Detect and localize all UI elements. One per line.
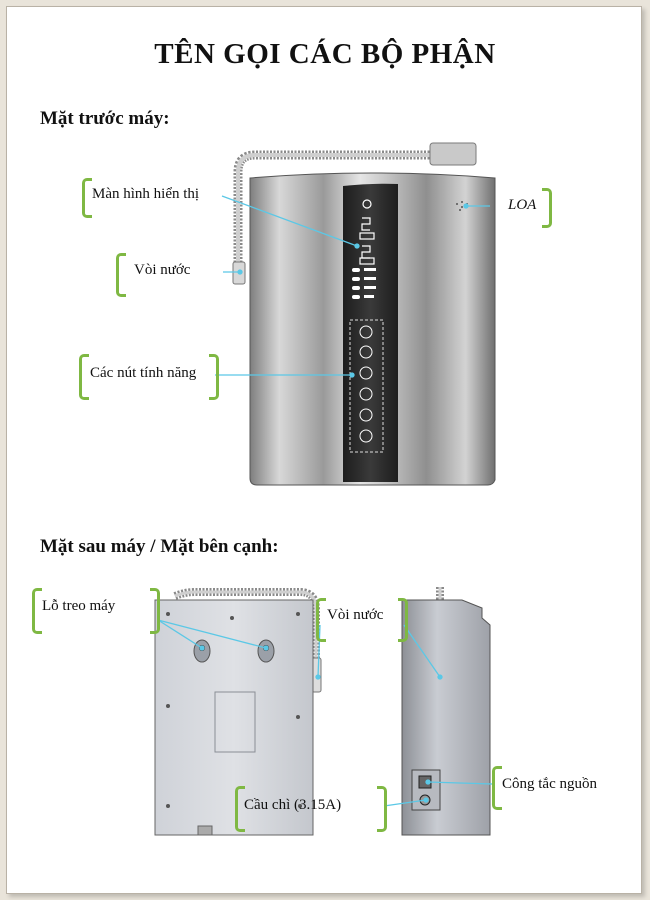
fuse-label: Cầu chì (3.15A) <box>244 797 342 813</box>
back-faucet-bracket <box>316 598 326 642</box>
speaker-bracket <box>542 188 552 228</box>
front-heading: Mặt trước máy: <box>40 108 170 129</box>
buttons-label: Các nút tính năng <box>90 365 197 381</box>
power-switch-label: Công tắc nguồn <box>502 776 597 792</box>
back-faucet-bracket-right <box>398 598 408 642</box>
back-faucet-label: Vòi nước <box>327 607 384 623</box>
front-device-image <box>233 143 495 485</box>
display-label: Màn hình hiển thị <box>92 186 200 202</box>
front-faucet-bracket <box>116 253 126 297</box>
buttons-bracket <box>79 354 89 400</box>
buttons-bracket-right <box>209 354 219 400</box>
back-heading: Mặt sau máy / Mặt bên cạnh: <box>40 536 279 557</box>
speaker-label: LOA <box>508 197 537 213</box>
fuse-bracket-right <box>377 786 387 832</box>
mount-holes-bracket <box>32 588 42 634</box>
side-device-image <box>402 587 490 835</box>
mount-holes-bracket-right <box>150 588 160 634</box>
display-bracket <box>82 178 92 218</box>
front-faucet-label: Vòi nước <box>134 262 191 278</box>
page-title: TÊN GỌI CÁC BỘ PHẬN <box>154 38 496 70</box>
power-switch-bracket <box>492 766 502 810</box>
mount-holes-label: Lỗ treo máy <box>42 598 116 614</box>
